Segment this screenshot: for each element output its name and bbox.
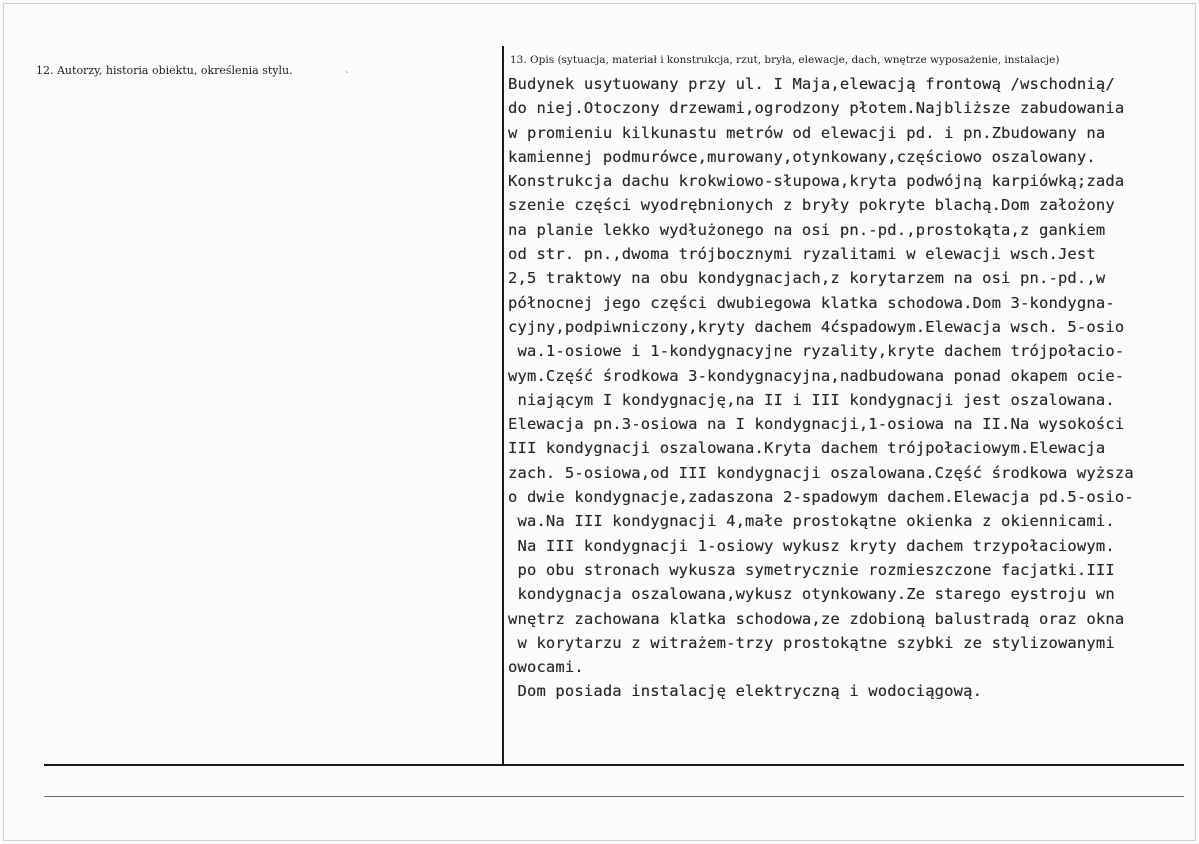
description-line: w promieniu kilkunastu metrów od elewacji pd. i pn.Zbudowany na [508,123,1106,142]
description-line: Budynek usytuowany przy ul. I Maja,elewacją frontową /wschodnią/ [508,75,1115,93]
description-line: wnętrz zachowana klatka schodowa,ze zdobioną balustradą oraz okna [508,609,1125,628]
section-rule [44,764,1184,766]
description-line: 2,5 traktowy na obu kondygnacjach,z korytarzem na osi pn.-pd.,w [508,269,1106,288]
bottom-rule [44,796,1184,797]
description-line: o dwie kondygnacje,zadaszona 2-spadowym dachem.Elewacja pd.5-osio- [508,488,1134,507]
description-line: po obu stronach wykusza symetrycznie rozmieszczone facjatki.III [508,560,1115,579]
description-line: wa.1-osiowe i 1-kondygnacyjne ryzality,kryte dachem trójpołacio- [508,342,1125,361]
description-line: owocami. [508,658,584,677]
description-line: Konstrukcja dachu krokwiowo-słupowa,kryta podwójną karpiówką;zada [508,172,1125,191]
field-12-label: 12. Autorzy, historia obiektu, określenia stylu. [36,64,293,77]
description-line: zach. 5-osiowa,od III kondygnacji oszalowana.Część środkowa wyższa [508,463,1134,482]
description-line: wa.Na III kondygnacji 4,małe prostokątne okienka z okiennicami. [508,512,1115,531]
field-13-label: 13. Opis (sytuacja, materiał i konstrukcja, rzut, bryła, elewacje, dach, wnętrze wyposażenie, instalacje) [510,54,1060,66]
column-divider [502,46,504,766]
stray-mark: ˎ [345,64,350,74]
description-line: od str. pn.,dwoma trójbocznymi ryzalitami w elewacji wsch.Jest [508,245,1096,264]
description-line: wym.Część środkowa 3-kondygnacyjna,nadbudowana ponad okapem ocie- [508,366,1125,385]
description-line: kamiennej podmurówce,murowany,otynkowany,częściowo oszalowany. [508,147,1096,166]
description-line: niającym I kondygnację,na II i III kondygnacji jest oszalowana. [508,390,1115,409]
description-line: szenie części wyodrębnionych z bryły pokryte blachą.Dom założony [508,196,1115,215]
description-line: do niej.Otoczony drzewami,ogrodzony płotem.Najbliższe zabudowania [508,99,1125,118]
description-line: Elewacja pn.3-osiowa na I kondygnacji,1-osiowa na II.Na wysokości [508,415,1125,434]
description-line: kondygnacja oszalowana,wykusz otynkowany.Ze starego eystroju wn [508,585,1115,604]
description-line: na planie lekko wydłużonego na osi pn.-pd.,prostokąta,z gankiem [508,220,1106,239]
description-line: Dom posiada instalację elektryczną i wodociągową. [508,682,983,701]
description-line: Na III kondygnacji 1-osiowy wykusz kryty dachem trzypołaciowym. [508,536,1115,555]
description-line: w korytarzu z witrażem-trzy prostokątne szybki ze stylizowanymi [508,633,1115,652]
description-line: cyjny,podpiwniczony,kryty dachem 4ćspadowym.Elewacja wsch. 5-osio [508,317,1125,336]
field-13-description [508,72,1198,704]
description-line: północnej jego części dwubiegowa klatka schodowa.Dom 3-kondygna- [508,293,1115,312]
description-line: III kondygnacji oszalowana.Kryta dachem trójpołaciowym.Elewacja [508,439,1106,458]
